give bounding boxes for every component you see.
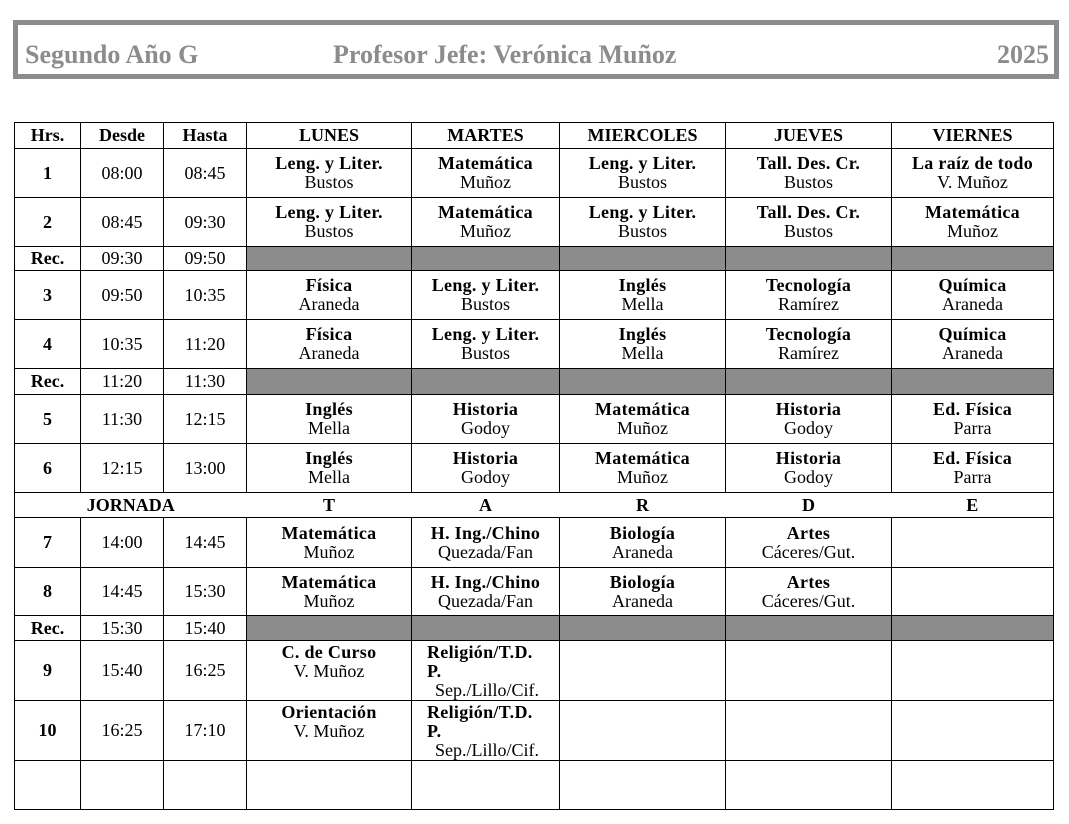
course-name: Segundo Año G	[25, 40, 199, 69]
subject-name: Tecnología	[765, 324, 852, 344]
teacher-name: V. Muñoz	[937, 172, 1008, 192]
recess-row	[15, 369, 1054, 395]
teacher-name: Sep./Lillo/Cif.	[435, 680, 540, 700]
recess-label: Rec.	[15, 616, 81, 641]
class-cell	[726, 444, 892, 493]
hour-number: 5	[15, 395, 81, 444]
col-lunes: LUNES	[247, 123, 412, 149]
teacher-name: Parra	[953, 418, 992, 438]
time-to: 16:25	[164, 641, 247, 701]
hour-number: 9	[15, 641, 81, 701]
class-cell	[247, 395, 412, 444]
class-cell	[560, 198, 726, 247]
teacher-name: Mella	[308, 418, 350, 438]
time-from: 15:30	[81, 616, 164, 641]
teacher-name: Muñoz	[460, 172, 511, 192]
empty-cell	[892, 641, 1054, 701]
recess-cell	[726, 369, 892, 395]
hour-number: 10	[15, 701, 81, 761]
recess-cell	[247, 616, 412, 641]
class-cell	[726, 518, 892, 568]
recess-label: Rec.	[15, 247, 81, 271]
class-cell	[412, 198, 560, 247]
time-to: 13:00	[164, 444, 247, 493]
table-row	[15, 641, 1054, 701]
subject-name: Historia	[452, 399, 519, 419]
teacher-name: Araneda	[612, 541, 673, 562]
subject-name: Historia	[452, 448, 519, 468]
teacher-name: Muñoz	[303, 590, 355, 611]
subject-name: Matemática	[438, 153, 533, 173]
teacher-name: Araneda	[298, 294, 360, 314]
recess-cell	[247, 369, 412, 395]
col-desde: Desde	[81, 123, 164, 149]
teacher-name: Ramírez	[778, 294, 839, 314]
teacher-name: V. Muñoz	[293, 661, 365, 681]
teacher-name: Bustos	[783, 221, 834, 241]
jornada-row	[15, 493, 1054, 518]
recess-cell	[412, 247, 560, 271]
tarde-letter: E	[892, 493, 1054, 518]
subject-name: C. de Curso	[281, 642, 377, 662]
class-cell	[247, 518, 412, 568]
class-schedule-table	[14, 122, 1054, 810]
teacher-name: Quezada/Fan	[438, 590, 533, 611]
teacher-name: Mella	[621, 294, 664, 314]
recess-cell	[892, 369, 1054, 395]
time-to: 14:45	[164, 518, 247, 568]
class-cell	[560, 271, 726, 320]
class-cell	[247, 444, 412, 493]
table-row	[15, 444, 1054, 493]
subject-name: Ed. Física	[932, 448, 1012, 468]
class-cell	[892, 444, 1054, 493]
class-cell	[247, 149, 412, 198]
col-hrs: Hrs.	[15, 123, 81, 149]
time-to: 11:20	[164, 320, 247, 369]
subject-name: Matemática	[595, 448, 690, 468]
subject-name: Leng. y Liter.	[588, 202, 697, 222]
subject-name: Artes	[786, 571, 831, 592]
empty-cell	[892, 761, 1054, 810]
class-cell	[560, 444, 726, 493]
class-cell	[412, 444, 560, 493]
head-teacher: Profesor Jefe: Verónica Muñoz	[333, 40, 677, 69]
teacher-name: Araneda	[942, 294, 1003, 314]
class-cell	[247, 568, 412, 616]
class-cell	[726, 395, 892, 444]
subject-name: Leng. y Liter.	[588, 153, 697, 173]
subject-name: Inglés	[618, 324, 667, 344]
recess-cell	[892, 247, 1054, 271]
class-cell	[412, 395, 560, 444]
subject-name: H. Ing./Chino	[430, 571, 541, 592]
recess-cell	[412, 616, 560, 641]
subject-name: Historia	[775, 399, 842, 419]
hour-number: 7	[15, 518, 81, 568]
subject-name: Orientación	[281, 702, 377, 722]
teacher-name: Ramírez	[778, 343, 839, 363]
col-martes: MARTES	[412, 123, 560, 149]
teacher-name: Parra	[953, 467, 992, 487]
empty-cell	[15, 761, 81, 810]
class-cell	[412, 641, 560, 701]
recess-cell	[412, 369, 560, 395]
header-row	[15, 123, 1054, 149]
subject-name: Biología	[609, 522, 676, 543]
col-miercoles: MIERCOLES	[560, 123, 726, 149]
class-cell	[726, 320, 892, 369]
class-cell	[726, 149, 892, 198]
empty-cell	[412, 761, 560, 810]
table-row	[15, 395, 1054, 444]
time-from: 12:15	[81, 444, 164, 493]
time-from: 11:20	[81, 369, 164, 395]
time-from: 09:30	[81, 247, 164, 271]
time-to: 17:10	[164, 701, 247, 761]
tarde-letter: T	[247, 493, 412, 518]
empty-cell	[726, 701, 892, 761]
class-cell	[412, 518, 560, 568]
subject-name-continued: P.	[427, 721, 442, 741]
class-cell	[412, 568, 560, 616]
time-from: 16:25	[81, 701, 164, 761]
teacher-name: V. Muñoz	[293, 721, 365, 741]
subject-name: Matemática	[595, 399, 690, 419]
table-row	[15, 149, 1054, 198]
table-row	[15, 320, 1054, 369]
teacher-name: Bustos	[304, 221, 354, 241]
jornada-label: JORNADA	[15, 493, 247, 518]
empty-cell	[560, 761, 726, 810]
subject-name: H. Ing./Chino	[430, 522, 541, 543]
teacher-name: Bustos	[460, 343, 511, 363]
teacher-name: Muñoz	[947, 221, 998, 241]
subject-name: Leng. y Liter.	[275, 153, 383, 173]
class-cell	[892, 271, 1054, 320]
teacher-name: Bustos	[617, 172, 668, 192]
teacher-name: Muñoz	[617, 467, 668, 487]
recess-cell	[560, 369, 726, 395]
subject-name: Matemática	[281, 522, 377, 543]
subject-name: Historia	[775, 448, 842, 468]
subject-name: Religión/T.D.	[427, 702, 533, 722]
time-to: 11:30	[164, 369, 247, 395]
class-cell	[892, 395, 1054, 444]
hour-number: 8	[15, 568, 81, 616]
teacher-name: Bustos	[783, 172, 834, 192]
subject-name: Ed. Física	[932, 399, 1012, 419]
empty-cell	[560, 641, 726, 701]
teacher-name: Godoy	[461, 467, 510, 487]
time-from: 11:30	[81, 395, 164, 444]
time-from: 14:45	[81, 568, 164, 616]
tarde-letter: D	[726, 493, 892, 518]
teacher-name: Godoy	[784, 418, 833, 438]
tarde-letter: A	[412, 493, 560, 518]
empty-cell	[892, 701, 1054, 761]
empty-cell	[164, 761, 247, 810]
teacher-name: Araneda	[612, 590, 673, 611]
class-cell	[247, 320, 412, 369]
table-row	[15, 518, 1054, 568]
empty-cell	[560, 701, 726, 761]
class-cell	[726, 198, 892, 247]
empty-cell	[892, 568, 1054, 616]
class-cell	[892, 149, 1054, 198]
teacher-name: Araneda	[942, 343, 1003, 363]
recess-cell	[726, 616, 892, 641]
class-cell	[412, 149, 560, 198]
subject-name: Artes	[786, 522, 831, 543]
subject-name: Religión/T.D.	[427, 642, 533, 662]
recess-cell	[560, 247, 726, 271]
class-cell	[560, 518, 726, 568]
recess-cell	[247, 247, 412, 271]
subject-name: Matemática	[281, 571, 377, 592]
teacher-name: Cáceres/Gut.	[761, 590, 856, 611]
class-cell	[247, 701, 412, 761]
teacher-name: Sep./Lillo/Cif.	[435, 740, 540, 760]
teacher-name: Bustos	[460, 294, 511, 314]
recess-cell	[892, 616, 1054, 641]
teacher-name: Mella	[308, 467, 350, 487]
table-row	[15, 271, 1054, 320]
subject-name: Tecnología	[765, 275, 852, 295]
subject-name: Inglés	[618, 275, 667, 295]
empty-cell	[81, 761, 164, 810]
school-year: 2025	[997, 40, 1049, 69]
class-cell	[247, 271, 412, 320]
empty-row	[15, 761, 1054, 810]
hour-number: 6	[15, 444, 81, 493]
col-hasta: Hasta	[164, 123, 247, 149]
table-row	[15, 701, 1054, 761]
class-cell	[560, 320, 726, 369]
teacher-name: Cáceres/Gut.	[761, 541, 856, 562]
empty-cell	[247, 761, 412, 810]
col-viernes: VIERNES	[892, 123, 1054, 149]
class-cell	[560, 395, 726, 444]
class-cell	[560, 568, 726, 616]
recess-label: Rec.	[15, 369, 81, 395]
teacher-name: Bustos	[304, 172, 354, 192]
time-to: 08:45	[164, 149, 247, 198]
subject-name: Inglés	[305, 399, 353, 419]
class-cell	[892, 320, 1054, 369]
time-from: 08:00	[81, 149, 164, 198]
subject-name: Leng. y Liter.	[275, 202, 383, 222]
teacher-name: Bustos	[617, 221, 668, 241]
subject-name: Leng. y Liter.	[431, 275, 540, 295]
hour-number: 2	[15, 198, 81, 247]
subject-name: Biología	[609, 571, 676, 592]
hour-number: 1	[15, 149, 81, 198]
hour-number: 3	[15, 271, 81, 320]
class-cell	[412, 701, 560, 761]
class-cell	[412, 320, 560, 369]
time-from: 09:50	[81, 271, 164, 320]
teacher-name: Quezada/Fan	[438, 541, 533, 562]
subject-name: Inglés	[305, 448, 353, 468]
teacher-name: Araneda	[298, 343, 360, 363]
subject-name: Química	[938, 324, 1007, 344]
time-from: 10:35	[81, 320, 164, 369]
empty-cell	[892, 518, 1054, 568]
time-from: 15:40	[81, 641, 164, 701]
table-row	[15, 198, 1054, 247]
subject-name: Física	[305, 275, 353, 295]
time-from: 14:00	[81, 518, 164, 568]
teacher-name: Muñoz	[303, 541, 355, 562]
subject-name: Tall. Des. Cr.	[756, 202, 861, 222]
teacher-name: Godoy	[784, 467, 833, 487]
class-cell	[726, 271, 892, 320]
recess-row	[15, 616, 1054, 641]
empty-cell	[726, 761, 892, 810]
recess-row	[15, 247, 1054, 271]
hour-number: 4	[15, 320, 81, 369]
class-cell	[892, 198, 1054, 247]
class-cell	[247, 198, 412, 247]
class-cell	[247, 641, 412, 701]
teacher-name: Muñoz	[617, 418, 668, 438]
empty-cell	[726, 641, 892, 701]
subject-name: Tall. Des. Cr.	[756, 153, 861, 173]
subject-name: Leng. y Liter.	[431, 324, 540, 344]
schedule-header	[13, 20, 1059, 79]
time-to: 15:40	[164, 616, 247, 641]
subject-name: Física	[305, 324, 353, 344]
teacher-name: Mella	[621, 343, 664, 363]
time-to: 12:15	[164, 395, 247, 444]
time-to: 15:30	[164, 568, 247, 616]
subject-name-continued: P.	[427, 661, 442, 681]
time-to: 09:50	[164, 247, 247, 271]
time-to: 09:30	[164, 198, 247, 247]
recess-cell	[726, 247, 892, 271]
time-from: 08:45	[81, 198, 164, 247]
subject-name: Matemática	[438, 202, 533, 222]
recess-cell	[560, 616, 726, 641]
class-cell	[560, 149, 726, 198]
tarde-letter: R	[560, 493, 726, 518]
subject-name: Química	[938, 275, 1007, 295]
subject-name: Matemática	[925, 202, 1020, 222]
time-to: 10:35	[164, 271, 247, 320]
col-jueves: JUEVES	[726, 123, 892, 149]
class-cell	[726, 568, 892, 616]
subject-name: La raíz de todo	[912, 153, 1033, 173]
class-cell	[412, 271, 560, 320]
table-row	[15, 568, 1054, 616]
teacher-name: Muñoz	[460, 221, 511, 241]
teacher-name: Godoy	[461, 418, 510, 438]
